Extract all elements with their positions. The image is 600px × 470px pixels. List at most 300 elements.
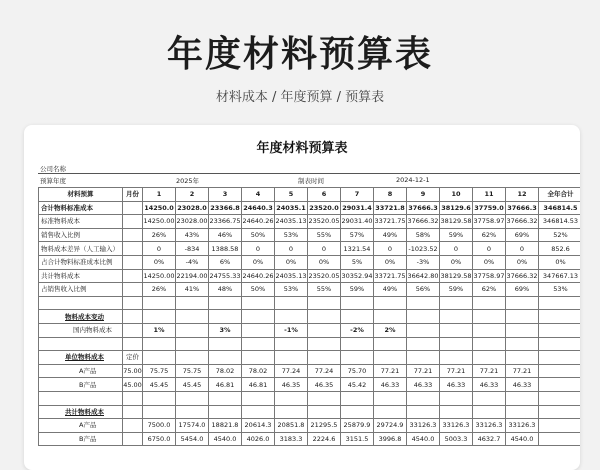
empty-cell	[308, 351, 341, 365]
value-cell: 37666.32	[407, 215, 440, 229]
empty-cell	[407, 310, 440, 324]
value-cell: 46.33	[407, 378, 440, 392]
row-label: 标准物料成本	[39, 215, 123, 229]
empty-cell	[539, 351, 581, 365]
empty-cell	[506, 405, 539, 419]
value-cell: 37666.3	[407, 201, 440, 215]
empty-cell	[506, 391, 539, 405]
month-cell	[123, 283, 143, 297]
empty-cell	[341, 337, 374, 351]
empty-cell	[374, 337, 407, 351]
spacer-row	[39, 337, 581, 351]
table-row	[39, 255, 581, 269]
value-cell: 0	[143, 242, 176, 256]
value-cell: 59%	[341, 283, 374, 297]
empty-cell	[143, 405, 176, 419]
empty-cell	[143, 337, 176, 351]
value-cell	[407, 323, 440, 337]
value-cell: 33126.3	[407, 419, 440, 433]
month-cell	[123, 432, 143, 446]
header-col: 5	[275, 188, 308, 202]
price-cell: 45.00	[123, 378, 143, 392]
value-cell: 2224.6	[308, 432, 341, 446]
value-cell: 46.35	[308, 378, 341, 392]
table-row	[39, 419, 581, 433]
table-header-row	[39, 188, 581, 202]
value-cell: 23028.0	[176, 201, 209, 215]
value-cell	[506, 323, 539, 337]
empty-cell	[242, 405, 275, 419]
empty-cell	[473, 310, 506, 324]
row-label: 销售收入比例	[39, 228, 123, 242]
value-cell: 0	[308, 242, 341, 256]
value-cell: 25879.9	[341, 419, 374, 433]
empty-cell	[123, 391, 143, 405]
empty-cell	[123, 310, 143, 324]
row-label: 国内物料成本	[39, 323, 123, 337]
spacer-row	[39, 296, 581, 310]
value-cell: 26%	[143, 283, 176, 297]
value-cell: 5%	[341, 255, 374, 269]
value-cell: 52%	[539, 228, 581, 242]
value-cell	[539, 419, 581, 433]
value-cell: 14250.0	[143, 201, 176, 215]
row-label: 占销售收入比例	[39, 283, 123, 297]
value-cell: 29724.9	[374, 419, 407, 433]
value-cell	[440, 323, 473, 337]
empty-cell	[539, 310, 581, 324]
value-cell: 5454.0	[176, 432, 209, 446]
value-cell: 77.24	[275, 364, 308, 378]
value-cell: 53%	[275, 283, 308, 297]
row-label: 共计物料成本	[39, 269, 123, 283]
value-cell: 0%	[242, 255, 275, 269]
year-value: 2025年	[176, 177, 200, 185]
table-row	[39, 228, 581, 242]
empty-cell	[473, 405, 506, 419]
empty-cell	[39, 296, 123, 310]
value-cell: 7500.0	[143, 419, 176, 433]
value-cell: 75.75	[143, 364, 176, 378]
value-cell: 0	[440, 242, 473, 256]
empty-cell	[242, 310, 275, 324]
value-cell: 69%	[506, 283, 539, 297]
value-cell: 24640.26	[242, 215, 275, 229]
value-cell: 38129.58	[440, 269, 473, 283]
value-cell: 45.45	[143, 378, 176, 392]
value-cell: 53%	[539, 283, 581, 297]
empty-cell	[341, 391, 374, 405]
empty-cell	[374, 296, 407, 310]
value-cell: 75.70	[341, 364, 374, 378]
year-label: 预算年度	[40, 177, 66, 185]
value-cell: 6750.0	[143, 432, 176, 446]
empty-cell	[407, 405, 440, 419]
value-cell: 46%	[209, 228, 242, 242]
value-cell: 59%	[440, 283, 473, 297]
header-budget: 材料预算	[39, 188, 123, 202]
value-cell: 0%	[506, 255, 539, 269]
value-cell: 3%	[209, 323, 242, 337]
value-cell: 24755.33	[209, 269, 242, 283]
empty-cell	[275, 310, 308, 324]
row-label: 物料成本差异（人工输入）	[39, 242, 123, 256]
value-cell: 3183.3	[275, 432, 308, 446]
value-cell: 346814.5	[539, 201, 581, 215]
row-label: A产品	[39, 364, 123, 378]
value-cell: 852.6	[539, 242, 581, 256]
section-row	[39, 310, 581, 324]
value-cell: 0%	[143, 255, 176, 269]
value-cell: 3996.8	[374, 432, 407, 446]
value-cell: 4540.0	[506, 432, 539, 446]
header-col: 12	[506, 188, 539, 202]
empty-cell	[176, 391, 209, 405]
empty-cell	[407, 351, 440, 365]
value-cell: 5003.3	[440, 432, 473, 446]
empty-cell	[209, 351, 242, 365]
value-cell: 24640.26	[242, 269, 275, 283]
made-label: 制表时间	[298, 177, 324, 185]
value-cell: 1388.58	[209, 242, 242, 256]
empty-cell	[176, 337, 209, 351]
value-cell: -1%	[275, 323, 308, 337]
value-cell: 43%	[176, 228, 209, 242]
value-cell: 50%	[242, 228, 275, 242]
empty-cell	[473, 351, 506, 365]
value-cell: 58%	[407, 228, 440, 242]
value-cell: 26%	[143, 228, 176, 242]
value-cell: 24035.1	[275, 201, 308, 215]
empty-cell	[308, 310, 341, 324]
value-cell: 46.33	[440, 378, 473, 392]
table-row	[39, 201, 581, 215]
value-cell	[539, 364, 581, 378]
value-cell: 77.21	[374, 364, 407, 378]
empty-cell	[473, 337, 506, 351]
value-cell: 0%	[308, 255, 341, 269]
value-cell: 347667.13	[539, 269, 581, 283]
section-row	[39, 405, 581, 419]
value-cell: 23028.00	[176, 215, 209, 229]
empty-cell	[473, 391, 506, 405]
row-label: B产品	[39, 432, 123, 446]
empty-cell	[440, 405, 473, 419]
value-cell: 46.33	[374, 378, 407, 392]
spacer-row	[39, 391, 581, 405]
hero-title: 年度材料预算表	[166, 34, 433, 75]
value-cell: 48%	[209, 283, 242, 297]
value-cell: 0	[374, 242, 407, 256]
value-cell: 77.21	[407, 364, 440, 378]
value-cell: 3151.5	[341, 432, 374, 446]
value-cell: 29031.4	[341, 201, 374, 215]
empty-cell	[123, 337, 143, 351]
value-cell: 33126.3	[440, 419, 473, 433]
empty-cell	[209, 337, 242, 351]
empty-cell	[341, 405, 374, 419]
value-cell: 0%	[374, 255, 407, 269]
month-cell	[123, 255, 143, 269]
value-cell	[308, 323, 341, 337]
header-col: 9	[407, 188, 440, 202]
empty-cell	[440, 337, 473, 351]
value-cell: 77.24	[308, 364, 341, 378]
value-cell: 14250.00	[143, 215, 176, 229]
value-cell: 14250.00	[143, 269, 176, 283]
empty-cell	[209, 296, 242, 310]
empty-cell	[308, 391, 341, 405]
empty-cell	[374, 391, 407, 405]
table-row	[39, 378, 581, 392]
empty-cell	[275, 337, 308, 351]
value-cell: -1023.52	[407, 242, 440, 256]
empty-cell	[308, 337, 341, 351]
value-cell: 37759.0	[473, 201, 506, 215]
value-cell: 37666.32	[506, 269, 539, 283]
value-cell	[539, 323, 581, 337]
value-cell: 46.33	[506, 378, 539, 392]
value-cell: 22194.00	[176, 269, 209, 283]
empty-cell	[539, 337, 581, 351]
header-col: 全年合计	[539, 188, 581, 202]
empty-cell	[440, 296, 473, 310]
empty-cell	[209, 391, 242, 405]
value-cell: 23366.75	[209, 215, 242, 229]
row-label: 占合计物料标准成本比例	[39, 255, 123, 269]
month-cell	[123, 215, 143, 229]
header-col: 10	[440, 188, 473, 202]
value-cell: 37666.32	[506, 215, 539, 229]
empty-cell	[39, 391, 123, 405]
made-value: 2024-12-1	[396, 176, 430, 184]
value-cell: 0%	[440, 255, 473, 269]
header-col: 6	[308, 188, 341, 202]
value-cell: 346814.53	[539, 215, 581, 229]
month-cell	[123, 242, 143, 256]
value-cell: -834	[176, 242, 209, 256]
value-cell: 46.81	[242, 378, 275, 392]
value-cell	[473, 323, 506, 337]
empty-cell	[407, 391, 440, 405]
empty-cell	[473, 296, 506, 310]
header-col: 2	[176, 188, 209, 202]
value-cell: 24035.13	[275, 269, 308, 283]
value-cell: 69%	[506, 228, 539, 242]
empty-cell	[209, 310, 242, 324]
table-row	[39, 323, 581, 337]
value-cell: 23520.05	[308, 269, 341, 283]
value-cell: 77.21	[506, 364, 539, 378]
empty-cell	[123, 296, 143, 310]
value-cell: 20614.3	[242, 419, 275, 433]
value-cell	[539, 378, 581, 392]
header-col: 7	[341, 188, 374, 202]
value-cell: 59%	[440, 228, 473, 242]
month-cell	[123, 201, 143, 215]
empty-cell	[308, 405, 341, 419]
empty-cell	[374, 310, 407, 324]
value-cell: 53%	[275, 228, 308, 242]
value-cell: 78.02	[209, 364, 242, 378]
table-row	[39, 283, 581, 297]
value-cell: 56%	[407, 283, 440, 297]
month-cell	[123, 419, 143, 433]
section-title-change: 物料成本变动	[39, 310, 123, 324]
row-label: B产品	[39, 378, 123, 392]
value-cell: 33721.8	[374, 201, 407, 215]
empty-cell	[341, 296, 374, 310]
table-row	[39, 242, 581, 256]
value-cell: 75.75	[176, 364, 209, 378]
value-cell: -3%	[407, 255, 440, 269]
value-cell: 49%	[374, 283, 407, 297]
value-cell: 4540.0	[209, 432, 242, 446]
empty-cell	[506, 296, 539, 310]
empty-cell	[341, 310, 374, 324]
value-cell: 20851.8	[275, 419, 308, 433]
value-cell: 37758.97	[473, 215, 506, 229]
value-cell: 45.42	[341, 378, 374, 392]
value-cell: 2%	[374, 323, 407, 337]
sheet-title: 年度材料预算表	[256, 141, 348, 156]
row-label: 合计物料标准成本	[39, 201, 123, 215]
empty-cell	[407, 296, 440, 310]
section-title-unit: 单位物料成本	[39, 351, 123, 365]
empty-cell	[176, 296, 209, 310]
empty-cell	[143, 310, 176, 324]
empty-cell	[123, 405, 143, 419]
table-row	[39, 269, 581, 283]
empty-cell	[341, 351, 374, 365]
value-cell: 50%	[242, 283, 275, 297]
value-cell: 0	[242, 242, 275, 256]
month-cell	[123, 323, 143, 337]
empty-cell	[143, 391, 176, 405]
value-cell: 24035.13	[275, 215, 308, 229]
empty-cell	[539, 405, 581, 419]
empty-cell	[242, 337, 275, 351]
value-cell: 1321.54	[341, 242, 374, 256]
empty-cell	[39, 337, 123, 351]
table-row	[39, 215, 581, 229]
header-col: 8	[374, 188, 407, 202]
value-cell: 41%	[176, 283, 209, 297]
value-cell: 46.33	[473, 378, 506, 392]
table-row	[39, 432, 581, 446]
value-cell: 1%	[143, 323, 176, 337]
empty-cell	[275, 391, 308, 405]
value-cell	[176, 323, 209, 337]
empty-cell	[275, 351, 308, 365]
empty-cell	[176, 351, 209, 365]
table-row	[39, 364, 581, 378]
value-cell: 55%	[308, 228, 341, 242]
empty-cell	[275, 405, 308, 419]
value-cell: 33126.3	[506, 419, 539, 433]
header-month: 月份	[123, 188, 143, 202]
value-cell: 33721.75	[374, 269, 407, 283]
empty-cell	[308, 296, 341, 310]
company-label: 公司名称	[40, 165, 66, 173]
empty-cell	[539, 296, 581, 310]
empty-cell	[506, 337, 539, 351]
value-cell: 33126.3	[473, 419, 506, 433]
empty-cell	[242, 391, 275, 405]
empty-cell	[374, 351, 407, 365]
month-cell	[123, 269, 143, 283]
value-cell: 38129.6	[440, 201, 473, 215]
value-cell: 23520.0	[308, 201, 341, 215]
value-cell: 45.45	[176, 378, 209, 392]
empty-cell	[506, 310, 539, 324]
company-underline	[38, 173, 580, 174]
budget-table	[38, 187, 580, 446]
value-cell: 23520.05	[308, 215, 341, 229]
hero-subtitle: 材料成本 / 年度预算 / 预算表	[215, 90, 385, 105]
value-cell: 46.35	[275, 378, 308, 392]
price-cell: 75.00	[123, 364, 143, 378]
value-cell: 0	[473, 242, 506, 256]
value-cell: 37758.97	[473, 269, 506, 283]
value-cell: 4632.7	[473, 432, 506, 446]
empty-cell	[242, 351, 275, 365]
value-cell: 0%	[539, 255, 581, 269]
month-cell	[123, 228, 143, 242]
value-cell: 77.21	[473, 364, 506, 378]
empty-cell	[242, 296, 275, 310]
header-col: 3	[209, 188, 242, 202]
value-cell: 17574.0	[176, 419, 209, 433]
empty-cell	[440, 351, 473, 365]
value-cell: 38129.58	[440, 215, 473, 229]
value-cell	[242, 323, 275, 337]
empty-cell	[143, 351, 176, 365]
value-cell: 62%	[473, 283, 506, 297]
empty-cell	[143, 296, 176, 310]
value-cell: 4026.0	[242, 432, 275, 446]
value-cell: 0%	[275, 255, 308, 269]
value-cell: 29031.40	[341, 215, 374, 229]
price-header: 定价	[123, 351, 143, 365]
value-cell: 23366.8	[209, 201, 242, 215]
value-cell: -2%	[341, 323, 374, 337]
value-cell: 57%	[341, 228, 374, 242]
empty-cell	[275, 296, 308, 310]
section-row	[39, 351, 581, 365]
empty-cell	[539, 391, 581, 405]
empty-cell	[176, 310, 209, 324]
empty-cell	[506, 351, 539, 365]
value-cell: 55%	[308, 283, 341, 297]
header-col: 4	[242, 188, 275, 202]
empty-cell	[209, 405, 242, 419]
value-cell: 0	[506, 242, 539, 256]
value-cell: 78.02	[242, 364, 275, 378]
header-col: 1	[143, 188, 176, 202]
spreadsheet-card	[24, 125, 580, 470]
value-cell: 24640.3	[242, 201, 275, 215]
value-cell: -4%	[176, 255, 209, 269]
value-cell: 77.21	[440, 364, 473, 378]
row-label: A产品	[39, 419, 123, 433]
empty-cell	[440, 391, 473, 405]
empty-cell	[440, 310, 473, 324]
value-cell: 36642.80	[407, 269, 440, 283]
empty-cell	[374, 405, 407, 419]
value-cell: 49%	[374, 228, 407, 242]
empty-cell	[176, 405, 209, 419]
